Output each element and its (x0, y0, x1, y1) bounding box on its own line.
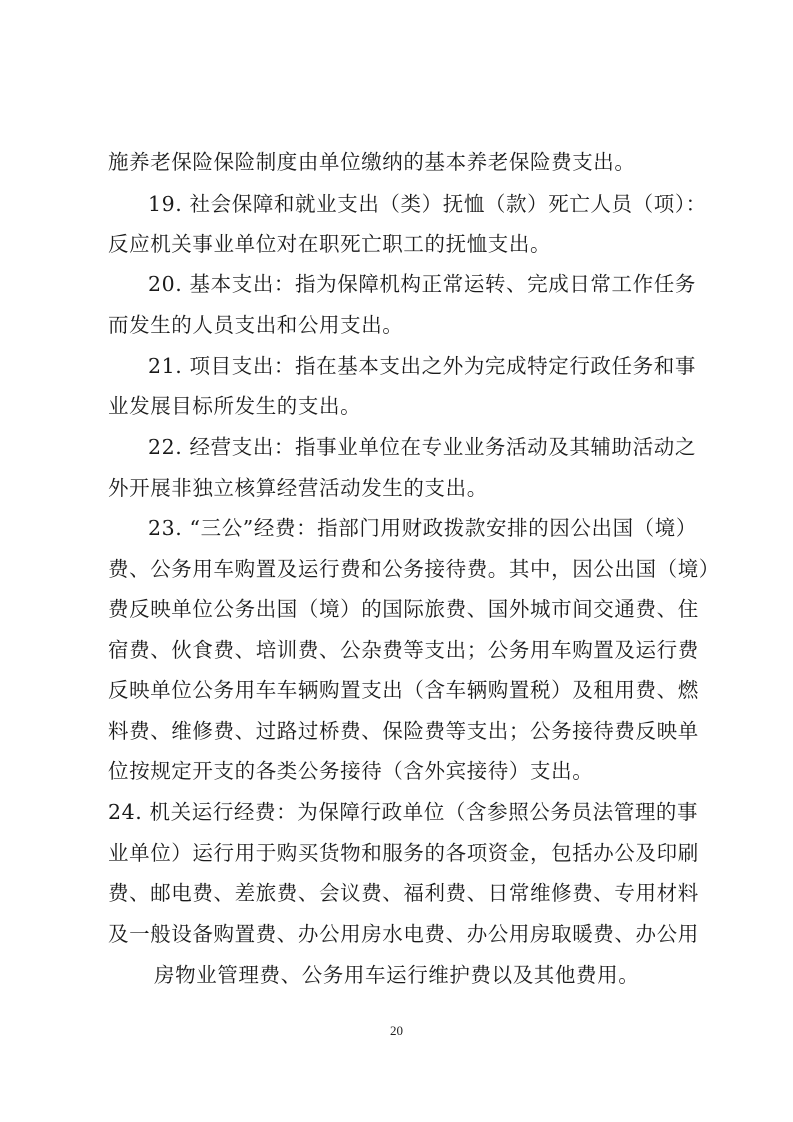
text-line-13: 宿费、伙食费、培训费、公杂费等支出；公务用车购置及运行费 (108, 638, 699, 662)
text-line-11: 费、公务用车购置及运行费和公务接待费。其中，因公出国（境） (108, 557, 720, 581)
text-line-12: 费反映单位公务出国（境）的国际旅费、国外城市间交通费、住 (108, 597, 699, 621)
text-line-14: 反映单位公务用车车辆购置支出（含车辆购置税）及租用费、燃 (108, 678, 699, 702)
text-line-16: 位按规定开支的各类公务接待（含外宾接待）支出。 (108, 759, 594, 783)
text-line-15: 料费、维修费、过路过桥费、保险费等支出；公务接待费反映单 (108, 719, 699, 743)
text-line-17: 24. 机关运行经费：为保障行政单位（含参照公务员法管理的事 (108, 800, 699, 824)
text-line-19: 费、邮电费、差旅费、会议费、福利费、日常维修费、专用材料 (108, 881, 699, 905)
text-line-10: 23. “三公”经费：指部门用财政拨款安排的因公出国（境） (148, 516, 697, 540)
text-line-21: 房物业管理费、公务用车运行维护费以及其他费用。 (154, 963, 640, 987)
text-line-7: 业发展目标所发生的支出。 (108, 394, 362, 418)
text-line-5: 而发生的人员支出和公用支出。 (108, 313, 404, 337)
page-number: 20 (390, 1023, 403, 1038)
text-line-6: 21. 项目支出：指在基本支出之外为完成特定行政任务和事 (148, 354, 696, 378)
text-line-8: 22. 经营支出：指事业单位在专业业务活动及其辅助活动之 (148, 435, 696, 459)
text-line-3: 反应机关事业单位对在职死亡职工的抚恤支出。 (108, 232, 552, 256)
text-line-4: 20. 基本支出：指为保障机构正常运转、完成日常工作任务 (148, 272, 696, 296)
text-line-2: 19. 社会保障和就业支出（类）抚恤（款）死亡人员（项）： (148, 192, 707, 216)
text-line-20: 及一般设备购置费、办公用房水电费、办公用房取暖费、办公用 (108, 922, 699, 946)
text-line-9: 外开展非独立核算经营活动发生的支出。 (108, 476, 488, 500)
text-line-18: 业单位）运行用于购买货物和服务的各项资金，包括办公及印刷 (108, 841, 699, 865)
text-line-1: 施养老保险保险制度由单位缴纳的基本养老保险费支出。 (108, 150, 636, 174)
